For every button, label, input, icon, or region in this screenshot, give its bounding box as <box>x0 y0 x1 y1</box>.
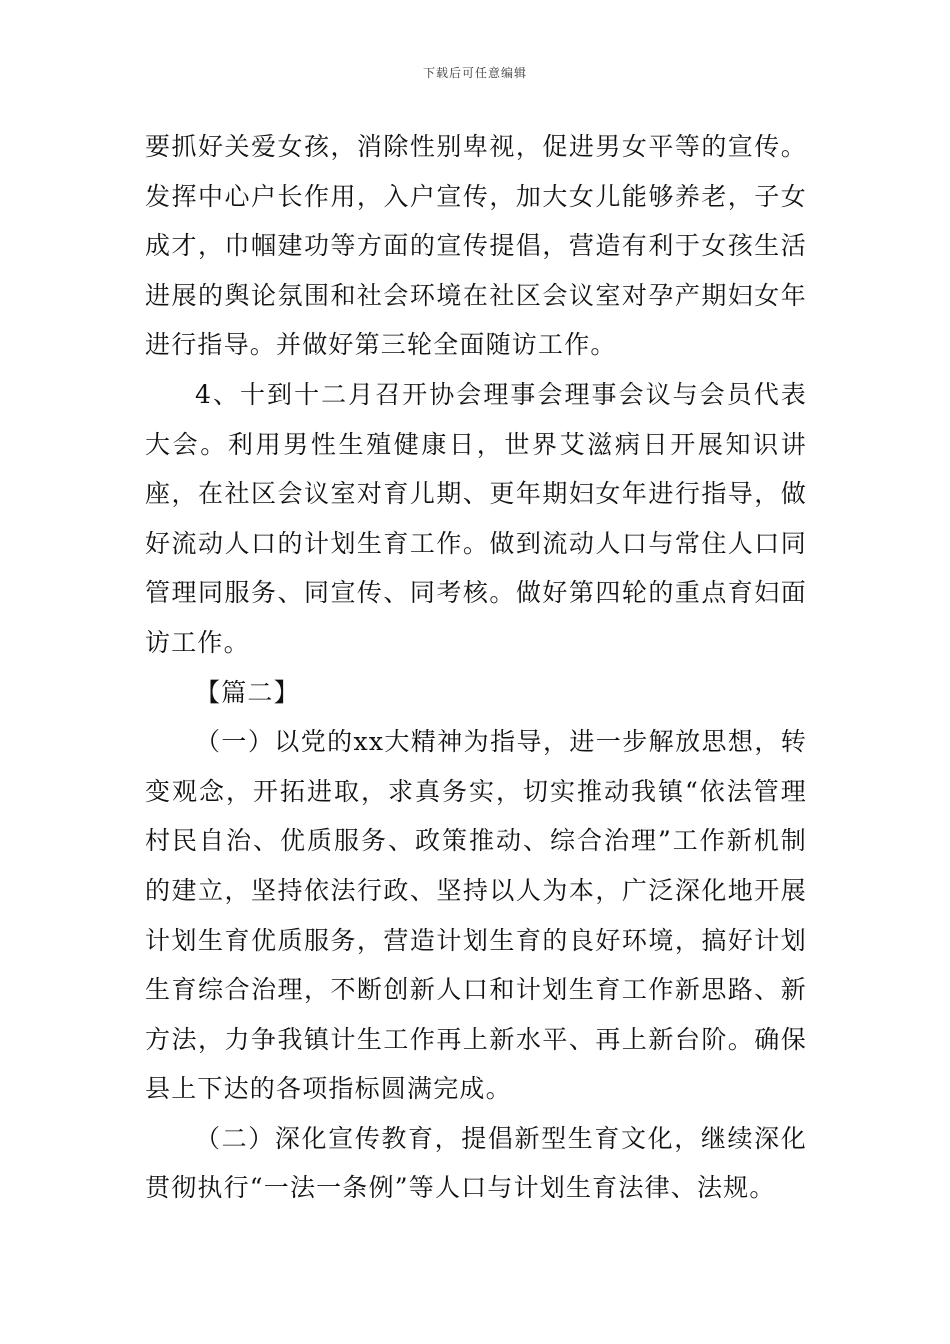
paragraph-item-4: 4、十到十二月召开协会理事会理事会议与会员代表大会。利用男性生殖健康日，世界艾滋病日开展知识讲座，在社区会议室对育儿期、更年期妇女年进行指导，做好流动人口的计划生育工作。做到流动人口与常住人口同管理同服务、同宣传、同考核。做好第四轮的重点育妇面访工作。 <box>145 379 807 657</box>
document-body <box>145 122 807 1213</box>
paragraph-continuation: 要抓好关爱女孩，消除性别卑视，促进男女平等的宣传。发挥中心户长作用，入户宣传，加大女儿能够养老，子女成才，巾帼建功等方面的宣传提倡，营造有利于女孩生活进展的舆论氛围和社会环境在社区会议室对孕产期妇女年进行指导。并做好第三轮全面随访工作。 <box>145 132 807 360</box>
paragraph-part-1: （一）以党的xx大精神为指导，进一步解放思想，转变观念，开拓进取，求真务实，切实推动我镇“依法管理村民自治、优质服务、政策推动、综合治理”工作新机制的建立，坚持依法行政、坚持以人为本，广泛深化地开展计划生育优质服务，营造计划生育的良好环境，搞好计划生育综合治理，不断创新人口和计划生育工作新思路、新方法，力争我镇计生工作再上新水平、再上新台阶。确保县上下达的各项指标圆满完成。 <box>145 727 807 1104</box>
paragraph-part-2: （二）深化宣传教育，提倡新型生育文化，继续深化贯彻执行“一法一条例”等人口与计划生育法律、法规。 <box>145 1123 807 1203</box>
section-heading: 【篇二】 <box>195 677 300 707</box>
page-header: 下载后可任意编辑 <box>422 66 527 80</box>
